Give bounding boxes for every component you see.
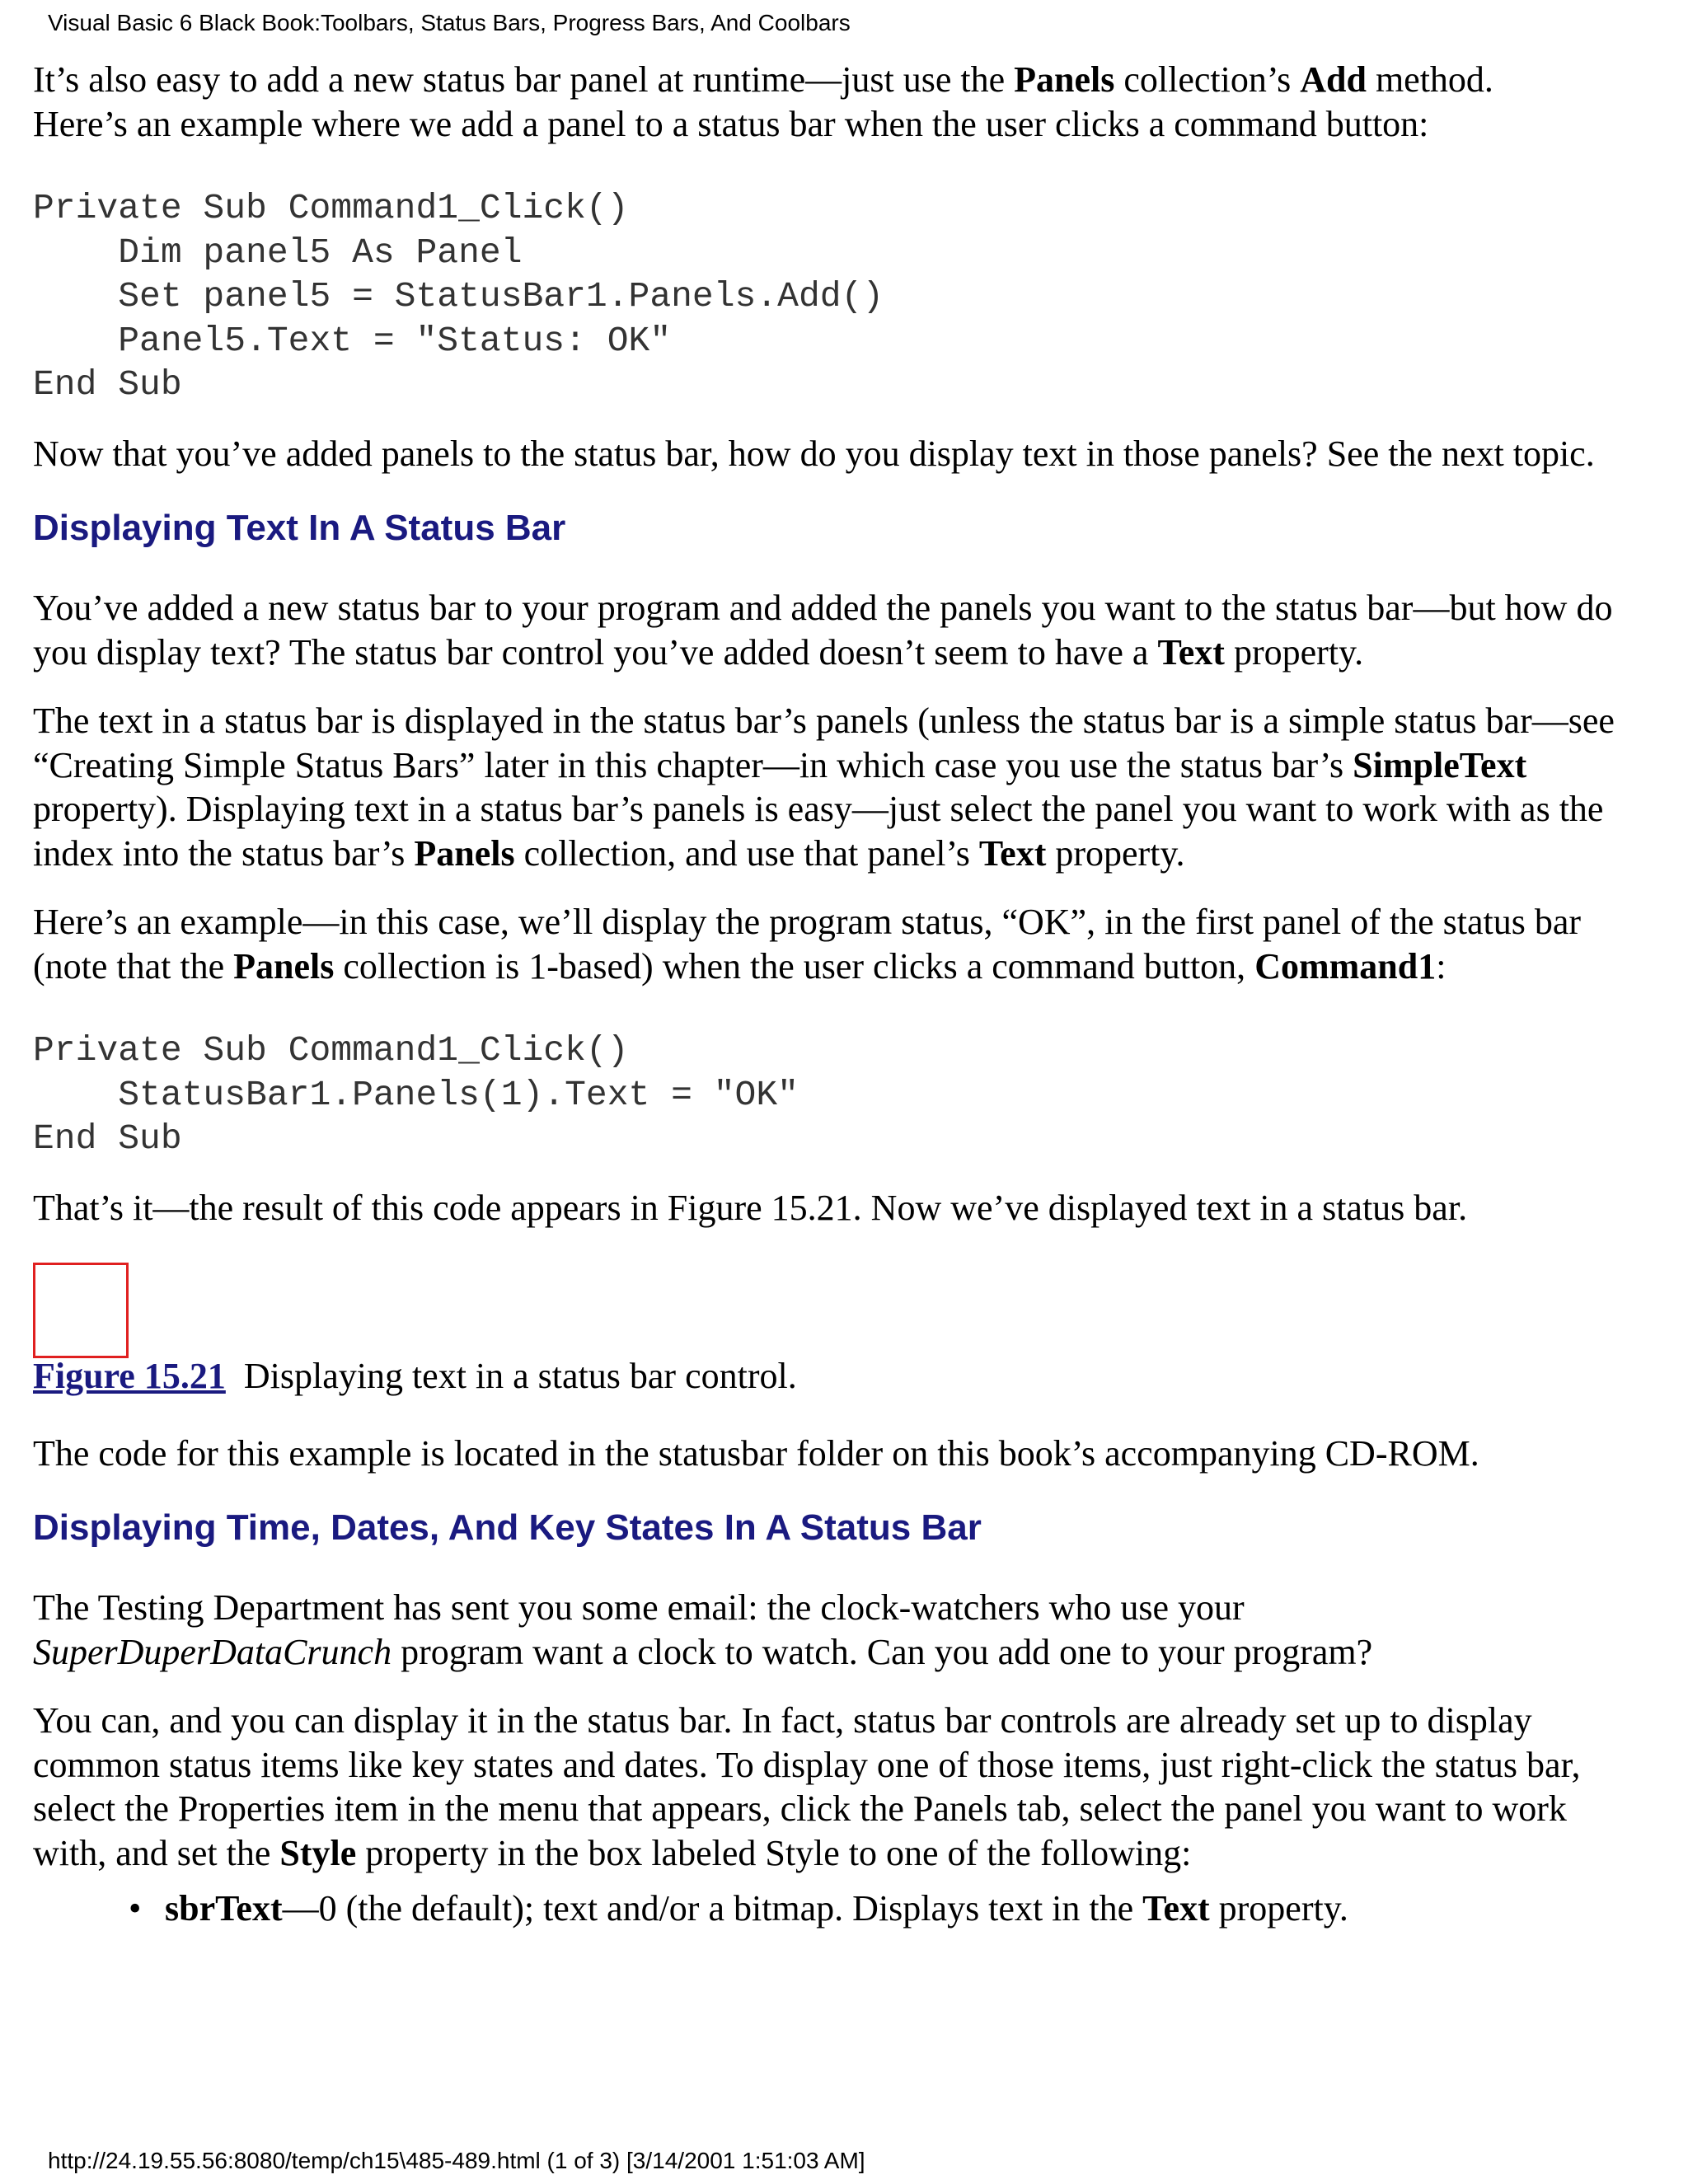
- document-body: [33, 58, 1648, 1931]
- section2-paragraph-1: The Testing Department has sent you some email: the clock-watchers who use your SuperDuperDataCrunch program want a clock to watch. Can you add one to your program?: [33, 1587, 1373, 1672]
- page-footer-url: http://24.19.55.56:8080/temp/ch15\485-489.html (1 of 3) [3/14/2001 1:51:03 AM]: [48, 2148, 865, 2173]
- intro-paragraph: It’s also easy to add a new status bar panel at runtime—just use the Panels collection’s Add method. Here’s an example where we add a panel to a status bar when the user clicks a command button:: [33, 59, 1493, 144]
- section1-paragraph-1: You’ve added a new status bar to your program and added the panels you want to the status bar—but how do you display text? The status bar control you’ve added doesn’t seem to have a Text property.: [33, 588, 1613, 673]
- figure-link[interactable]: Figure 15.21: [33, 1356, 226, 1396]
- code-block-panel-text: Private Sub Command1_Click() StatusBar1.Panels(1).Text = "OK" End Sub: [33, 1030, 799, 1159]
- figure-caption: Figure 15.21 Displaying text in a status bar control.: [33, 1356, 797, 1396]
- after-code-paragraph: Now that you’ve added panels to the status bar, how do you display text in those panels? See the next topic.: [33, 433, 1595, 474]
- bullet-icon: •: [129, 1888, 142, 1929]
- section1-paragraph-3: Here’s an example—in this case, we’ll display the program status, “OK”, in the first panel of the status bar (note that the Panels collection is 1-based) when the user clicks a command button, Command1:: [33, 902, 1582, 987]
- section1-paragraph-2: The text in a status bar is displayed in the status bar’s panels (unless the status bar is a simple status bar—see “Creating Simple Status Bars” later in this chapter—in which case you use the status bar’s SimpleText property). Displaying text in a status bar’s panels is easy—just select the panel you want to work with as the index into the status bar’s Panels collection, and use that panel’s Text property.: [33, 701, 1615, 874]
- style-options-list: [33, 1886, 1648, 1931]
- figure-image-placeholder: [33, 1263, 129, 1358]
- section1-paragraph-4: That’s it—the result of this code appears in Figure 15.21. Now we’ve displayed text in a status bar.: [33, 1187, 1468, 1228]
- list-item: • sbrText—0 (the default); text and/or a bitmap. Displays text in the Text property.: [33, 1886, 1648, 1931]
- code-block-add-panel: Private Sub Command1_Click() Dim panel5 As Panel Set panel5 = StatusBar1.Panels.Add() Panel5.Text = "Status: OK" End Sub: [33, 188, 884, 405]
- page-header-title: Visual Basic 6 Black Book:Toolbars, Status Bars, Progress Bars, And Coolbars: [48, 10, 851, 35]
- section-heading-displaying-time: Displaying Time, Dates, And Key States In A Status Bar: [33, 1507, 982, 1548]
- section1-paragraph-5: The code for this example is located in the statusbar folder on this book’s accompanying CD-ROM.: [33, 1432, 1479, 1474]
- section-heading-displaying-text: Displaying Text In A Status Bar: [33, 508, 566, 548]
- section2-paragraph-2: You can, and you can display it in the status bar. In fact, status bar controls are already set up to display common status items like key states and dates. To display one of those items, just right-click the status bar, select the Properties item in the menu that appears, click the Panels tab, select the panel you want to work with, and set the Style property in the box labeled Style to one of the following:: [33, 1700, 1581, 1873]
